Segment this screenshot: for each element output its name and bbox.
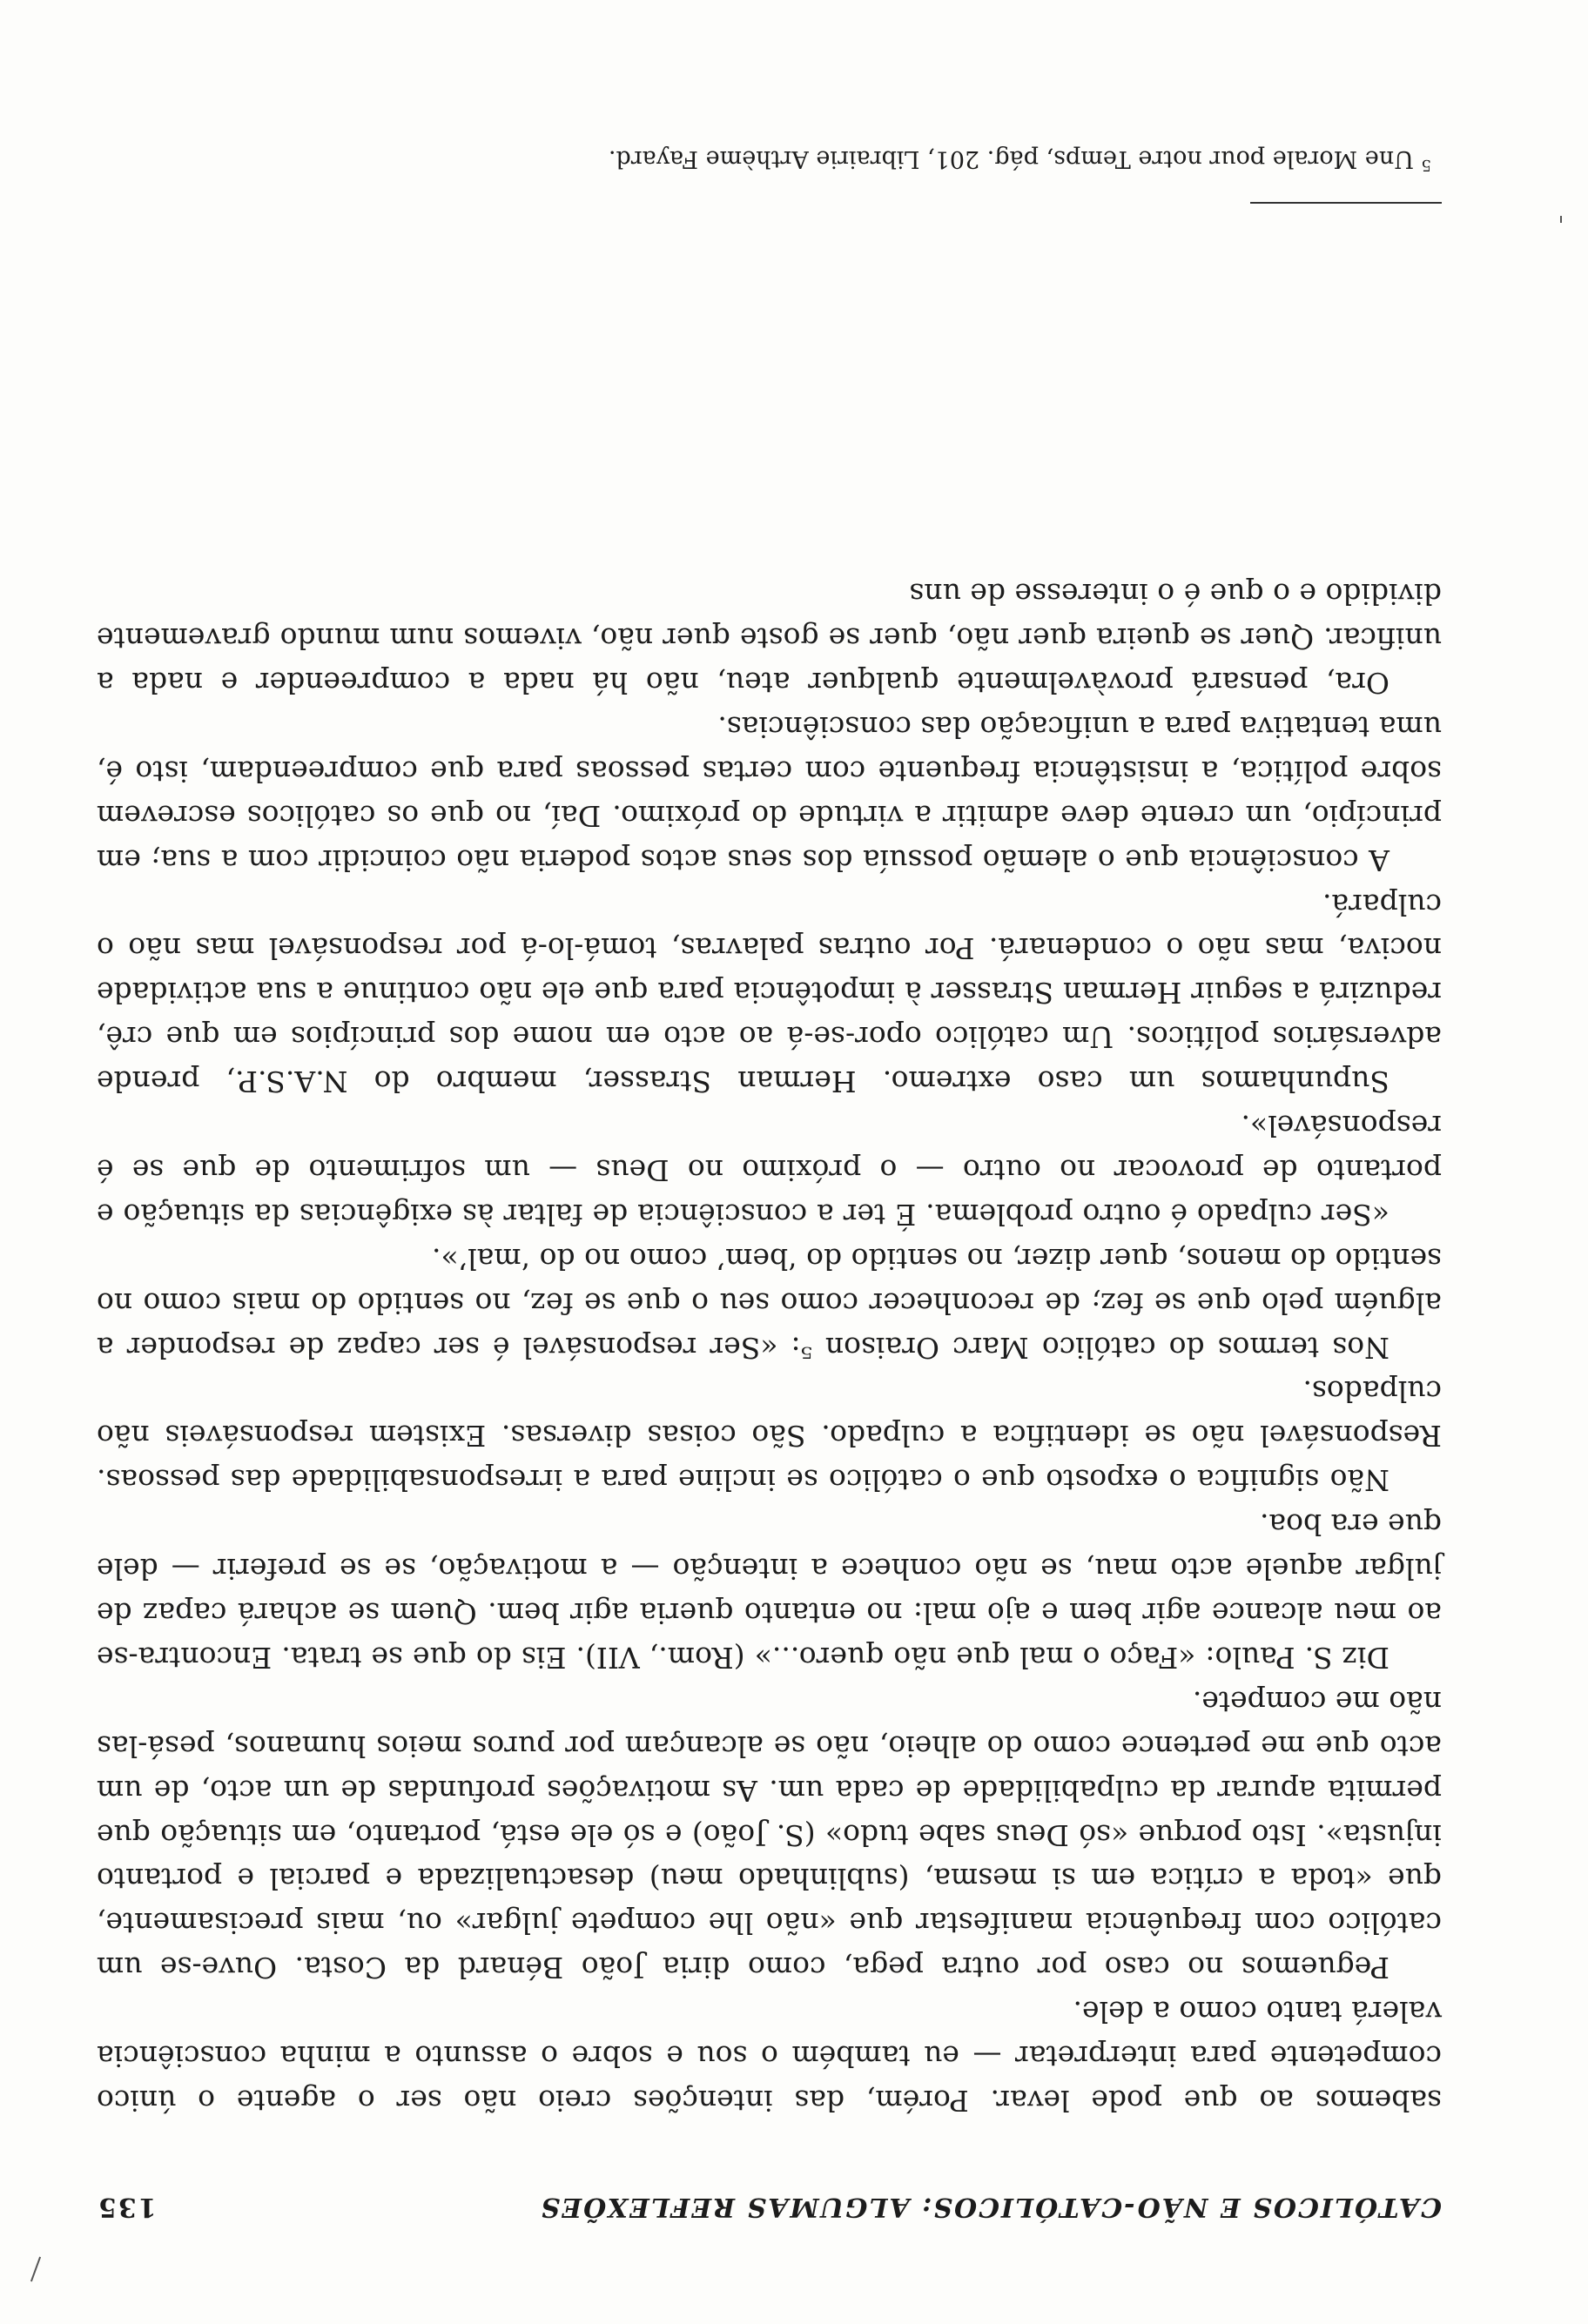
paragraph: «Ser culpado é outro problema. É ter a consciência de faltar às exigências da situação e portanto de provocar no outro — o próximo no Deus — um sofrimento de que se é responsável».: [97, 1109, 1442, 1232]
footnote-divider: [1250, 202, 1442, 204]
paragraph: Ora, pensará provàvelmente qualquer ateu, não há nada a compreender e nada a unificar. Quer se queira quer não, quer se goste quer não, vivemos num mundo gravemente dividido e o que é o interesse de uns: [97, 577, 1442, 700]
body-text: [97, 571, 1442, 2122]
paragraph: sabemos ao que pode levar. Porém, das intenções creio não ser o agente o único competente para interpretar — eu também o sou e sobre o assunto a minha consciência valerá tanto como a dele.: [97, 1995, 1442, 2118]
paragraph: Nos termos do católico Marc Oraison ⁵: «Ser responsável é ser capaz de responder a alguém pelo que se fez; de reconhecer como seu o que se fez, no sentido do mais como no sentido do menos, quer dizer, no sentido do ‘bem’ como no do ‘mal’».: [97, 1241, 1442, 1365]
page-number: 135: [97, 2192, 157, 2222]
footnote-text: Une Morale pour notre Temps, pág. 201, Librairie Arthème Fayard.: [608, 145, 1414, 172]
header-title: CATÓLICOS E NÃO-CATÓLICOS: ALGUMAS REFLEXÕES: [539, 2192, 1442, 2222]
paragraph: Diz S. Paulo: «Faço o mal que não quero...» (Rom., VII). Eis do que se trata. Encontra-se ao meu alcance agir bem e ajo mal: no entanto queria agir bem. Quem se achará capaz de julgar aquele acto mau, se não conhece a intenção — a motivação, se se preferir — dele que era boa.: [97, 1508, 1442, 1675]
paragraph: A consciência que o alemão possuía dos seus actos poderia não coincidir com a sua; em princípio, um crente deve admitir a virtude do próximo. Daí, no que os católicos escrevem sobre política, a insistência frequente com certas pessoas para que compreendam, isto é, uma tentativa para a unificação das consciências.: [97, 709, 1442, 877]
footnote: [125, 143, 1431, 174]
paragraph: Supunhamos um caso extremo. Herman Strasser, membro do N.A.S.P., prende adversários políticos. Um católico opor-se-á ao acto em nome dos princípios em que crê, reduzirá a seguir Herman Strasser à impotência para que ele não continue a sua actividade nociva, mas não o condenará. Por outras palavras, tomá-lo-á por responsável mas não o culpará.: [97, 887, 1442, 1099]
footnote-marker: 5: [1421, 156, 1431, 174]
paragraph: Peguemos no caso por outra pega, como diria João Bénard da Costa. Ouve-se um católico com frequência manifestar que «não lhe compete julgar» ou, mais precisamente, que «toda a crítica em si mesma, (sublinhado meu) desactualizada e parcial e portanto injusta». Isto porque «só Deus sabe tudo» (S. João) e só ele está, portanto, em situação que permita apurar da culpabilidade de cada um. As motivações profundas de um acto, de um acto que me pertence como do alheio, não se alcançam por puros meios humanos, pesá-las não me compete.: [97, 1684, 1442, 1985]
scan-artifact-dot: [1560, 216, 1562, 223]
paragraph: Não significa o exposto que o católico se incline para a irresponsabilidade das pessoas. Responsável não se identifica a culpado. São coisas diversas. Existem responsáveis não culpados.: [97, 1374, 1442, 1498]
running-header: [97, 2184, 1442, 2222]
